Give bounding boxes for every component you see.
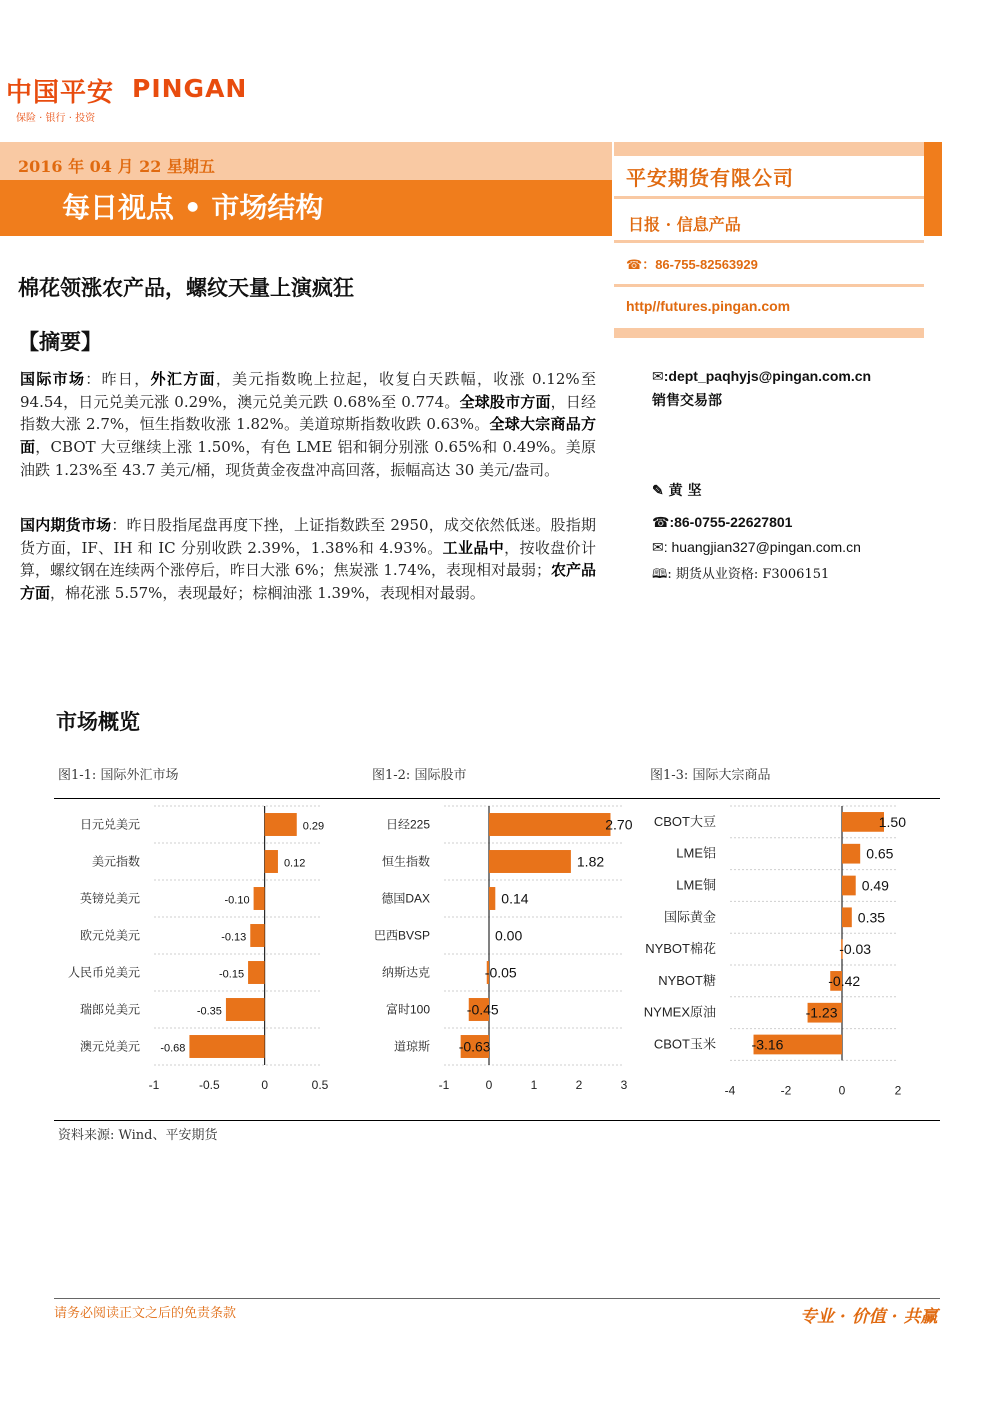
panel-bar bbox=[614, 142, 924, 156]
abstract-heading: 【摘要】 bbox=[18, 330, 102, 354]
value-label: -0.68 bbox=[160, 1042, 186, 1055]
data-source: 资料来源: Wind、平安期货 bbox=[58, 1128, 218, 1143]
footer-rule bbox=[54, 1298, 940, 1299]
category-label: 美元指数 bbox=[91, 854, 140, 869]
panel-divider bbox=[614, 284, 924, 287]
value-label: 0.14 bbox=[501, 890, 529, 907]
tick-label: 0 bbox=[838, 1083, 846, 1098]
abstract-dom-paragraph bbox=[20, 514, 596, 605]
tick-label: -4 bbox=[724, 1083, 736, 1098]
report-type: 日报 · 信息产品 bbox=[628, 215, 741, 234]
category-label: 道琼斯 bbox=[393, 1039, 430, 1054]
company-phone: ☎：86-755-82563929 bbox=[626, 257, 758, 272]
stocks-label: 全球股市方面 bbox=[459, 392, 551, 411]
value-label: -0.63 bbox=[458, 1038, 491, 1055]
tick-label: -1 bbox=[148, 1078, 160, 1092]
report-date: 2016 年 04 月 22 星期五 bbox=[18, 157, 215, 176]
value-label: 0.65 bbox=[866, 845, 894, 862]
bar bbox=[842, 812, 884, 832]
value-label: -0.45 bbox=[466, 1001, 499, 1018]
tick-label: 3 bbox=[620, 1078, 628, 1092]
tick-label: 2 bbox=[575, 1078, 583, 1092]
panel-accent bbox=[924, 142, 942, 236]
intl-text-1: ：昨日， bbox=[85, 370, 151, 388]
category-label: 人民币兑美元 bbox=[67, 965, 140, 980]
bar bbox=[489, 813, 611, 836]
intl-text-3: ，日经指数大涨 2.7%，恒生指数收涨 1.82%。美道琼斯指数收跌 0.63%。 bbox=[20, 392, 596, 434]
category-label: 欧元兑美元 bbox=[79, 928, 140, 943]
category-label: NYMEX原油 bbox=[643, 1004, 716, 1020]
tick-label: 2 bbox=[894, 1083, 902, 1098]
value-label: -1.23 bbox=[805, 1004, 838, 1021]
figure-rule-top bbox=[54, 798, 940, 799]
category-label: NYBOT棉花 bbox=[645, 941, 716, 957]
analyst-license: 🕮: 期货从业资格: F3006151 bbox=[652, 567, 830, 582]
value-label: -0.35 bbox=[196, 1005, 222, 1018]
value-label: 0.29 bbox=[302, 820, 325, 833]
analyst-name: ✎ 黄 坚 bbox=[652, 483, 702, 499]
value-label: 0.49 bbox=[861, 877, 889, 894]
category-label: 瑞郎兑美元 bbox=[79, 1002, 140, 1017]
category-label: 澳元兑美元 bbox=[79, 1039, 140, 1054]
company-name: 平安期货有限公司 bbox=[626, 166, 794, 190]
value-label: -0.05 bbox=[484, 964, 517, 981]
bar bbox=[265, 813, 297, 836]
value-label: -0.42 bbox=[828, 972, 861, 989]
category-label: NYBOT糖 bbox=[658, 972, 716, 988]
chart-fx bbox=[54, 800, 354, 1100]
category-label: CBOT大豆 bbox=[653, 813, 716, 829]
category-label: 德国DAX bbox=[381, 891, 430, 906]
logo-cn: 中国平安 bbox=[6, 78, 115, 108]
company-url[interactable]: http//futures.pingan.com bbox=[626, 298, 791, 314]
analyst-phone: ☎:86-0755-22627801 bbox=[652, 514, 793, 530]
chart-stocks bbox=[354, 800, 644, 1100]
value-label: 1.82 bbox=[576, 853, 605, 870]
disclaimer-link[interactable]: 请务必阅读正文之后的免责条款 bbox=[54, 1306, 237, 1321]
category-label: 巴西BVSP bbox=[373, 928, 430, 943]
tick-label: 1 bbox=[530, 1078, 538, 1092]
dept-name: 销售交易部 bbox=[652, 393, 722, 409]
bar bbox=[254, 887, 265, 910]
bar bbox=[842, 907, 852, 927]
category-label: 日元兑美元 bbox=[79, 817, 140, 832]
abstract-intl-paragraph bbox=[20, 368, 596, 482]
value-label: -0.13 bbox=[221, 931, 247, 944]
value-label: -0.03 bbox=[839, 941, 872, 958]
ind-label: 工业品中 bbox=[442, 538, 505, 557]
bar bbox=[226, 998, 265, 1021]
value-label: 0.00 bbox=[495, 927, 523, 944]
panel-divider bbox=[614, 240, 924, 243]
value-label: 2.70 bbox=[605, 816, 633, 833]
category-label: 恒生指数 bbox=[381, 854, 430, 869]
analyst-email[interactable]: ✉: huangjian327@pingan.com.cn bbox=[652, 539, 861, 555]
tick-label: 0.5 bbox=[311, 1078, 329, 1092]
value-label: 1.50 bbox=[878, 813, 906, 830]
agri-label: 农产品方面 bbox=[20, 561, 597, 603]
figure-rule-bottom bbox=[54, 1120, 940, 1121]
value-label: -0.15 bbox=[218, 968, 245, 981]
value-label: -3.16 bbox=[751, 1036, 784, 1053]
tick-label: -1 bbox=[438, 1078, 450, 1092]
bar bbox=[189, 1035, 264, 1058]
chart-caption-1: 图1-1: 国际外汇市场 bbox=[58, 768, 179, 783]
dom-text-2: ，按收盘价计算，螺纹钢在连续两个涨停后，昨日大涨 6%；焦炭涨 1.74%，表现相对最弱； bbox=[20, 538, 596, 580]
dept-email[interactable]: ✉:dept_paqhyjs@pingan.com.cn bbox=[652, 368, 872, 384]
panel-divider bbox=[614, 328, 924, 338]
logo-tagline: 保险 · 银行 · 投资 bbox=[16, 113, 96, 124]
bar bbox=[842, 844, 860, 864]
slogan: 专业 · 价值 · 共赢 bbox=[800, 1307, 938, 1327]
tick-label: 0 bbox=[485, 1078, 493, 1092]
value-label: 0.35 bbox=[857, 909, 886, 926]
category-label: 富时100 bbox=[385, 1002, 430, 1017]
category-label: 纳斯达克 bbox=[381, 965, 430, 980]
chart-caption-2: 图1-2: 国际股市 bbox=[372, 768, 467, 783]
dom-label: 国内期货市场 bbox=[20, 516, 112, 534]
category-label: 国际黄金 bbox=[663, 909, 716, 925]
logo-en: PINGAN bbox=[132, 74, 248, 103]
tick-label: 0 bbox=[261, 1078, 269, 1092]
intl-text-4: ，CBOT 大豆继续上涨 1.50%，有色 LME 铝和铜分别涨 0.65%和 0.49%。美原油跌 1.23%至 43.7 美元/桶，现货黄金夜盘冲高回落，振幅高达 30 美元/盎司。 bbox=[20, 438, 596, 479]
category-label: LME铜 bbox=[676, 877, 716, 893]
bar bbox=[842, 876, 856, 896]
section-title: 市场概览 bbox=[56, 710, 140, 734]
chart-caption-3: 图1-3: 国际大宗商品 bbox=[650, 768, 771, 783]
bar bbox=[489, 850, 571, 873]
fx-label: 外汇方面 bbox=[150, 370, 216, 388]
intl-text-2: ，美元指数晚上拉起，收复白天跌幅，收涨 0.12%至 94.54，日元兑美元涨 0.29%，澳元兑美元跌 0.68%至 0.774。 bbox=[20, 370, 596, 411]
dom-text-3: ，棉花涨 5.57%，表现最好；棕榈油涨 1.39%，表现相对最弱。 bbox=[50, 584, 485, 603]
bar bbox=[265, 850, 278, 873]
intl-label: 国际市场 bbox=[20, 370, 86, 388]
value-label: -0.10 bbox=[224, 894, 250, 907]
bar bbox=[250, 924, 264, 947]
bar bbox=[248, 961, 265, 984]
commod-label: 全球大宗商品方面 bbox=[20, 415, 596, 457]
value-label: 0.12 bbox=[283, 857, 306, 870]
category-label: 英镑兑美元 bbox=[79, 891, 140, 906]
chart-commodities bbox=[640, 800, 940, 1100]
panel-divider bbox=[614, 196, 924, 199]
category-label: 日经225 bbox=[385, 817, 430, 832]
headline: 棉花领涨农产品，螺纹天量上演疯狂 bbox=[18, 276, 354, 300]
tick-label: -2 bbox=[780, 1083, 792, 1098]
bar bbox=[489, 887, 495, 910]
report-title: 每日视点 • 市场结构 bbox=[62, 191, 324, 224]
category-label: CBOT玉米 bbox=[653, 1036, 716, 1052]
tick-label: -0.5 bbox=[198, 1078, 220, 1092]
dom-text-1: ：昨日股指尾盘再度下挫，上证指数跌至 2950，成交依然低迷。股指期货方面，IF、IH 和 IC 分别收跌 2.39%，1.38%和 4.93%。 bbox=[20, 516, 596, 557]
category-label: LME铝 bbox=[676, 845, 716, 861]
